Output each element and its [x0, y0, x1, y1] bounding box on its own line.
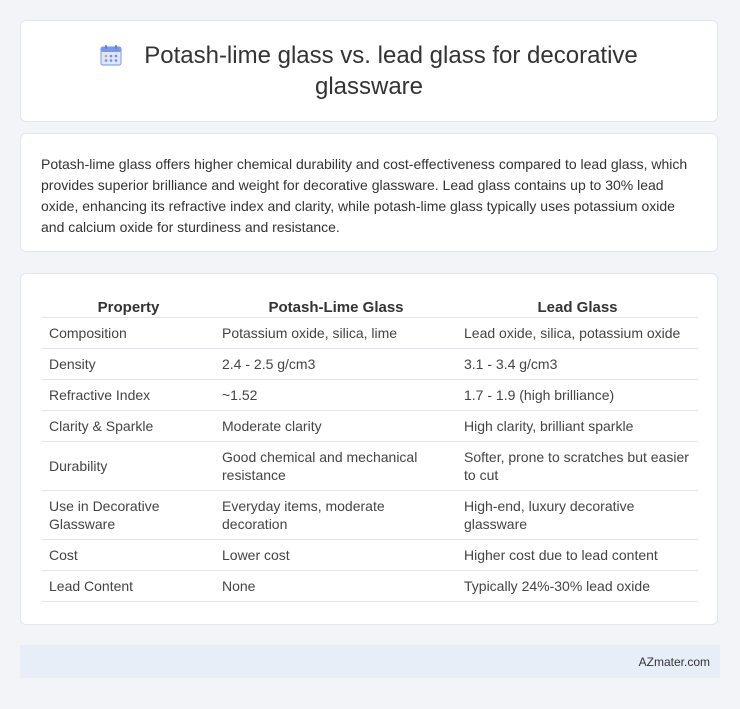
- table-header-row: [42, 296, 698, 318]
- row-potash-lime: Potassium oxide, silica, lime: [215, 318, 457, 349]
- row-lead-glass: Lead oxide, silica, potassium oxide: [457, 318, 698, 349]
- title-wrap: [69, 40, 669, 102]
- table-row: [42, 411, 698, 442]
- table-row: [42, 540, 698, 571]
- row-potash-lime: ~1.52: [215, 380, 457, 411]
- header-lead-glass: Lead Glass: [537, 298, 618, 316]
- table-row: [42, 442, 698, 491]
- row-property: Clarity & Sparkle: [42, 411, 215, 442]
- table-row: [42, 571, 698, 602]
- header-property: Property: [97, 298, 160, 316]
- table-row: [42, 491, 698, 540]
- comparison-card: [20, 273, 718, 625]
- row-property: Use in Decorative Glassware: [42, 491, 215, 540]
- row-property: Durability: [42, 442, 215, 491]
- row-potash-lime: Everyday items, moderate decoration: [215, 491, 457, 540]
- footer-brand[interactable]: AZmater.com: [638, 654, 710, 669]
- row-lead-glass: High-end, luxury decorative glassware: [457, 491, 698, 540]
- calendar-icon: [100, 44, 122, 71]
- row-lead-glass: 1.7 - 1.9 (high brilliance): [457, 380, 698, 411]
- row-potash-lime: Lower cost: [215, 540, 457, 571]
- header-potash-lime: Potash-Lime Glass: [268, 298, 404, 316]
- row-lead-glass: High clarity, brilliant sparkle: [457, 411, 698, 442]
- row-potash-lime: 2.4 - 2.5 g/cm3: [215, 349, 457, 380]
- row-potash-lime: None: [215, 571, 457, 602]
- page-title: Potash-lime glass vs. lead glass for decorative glassware: [144, 42, 638, 100]
- table-row: [42, 349, 698, 380]
- title-card: [20, 20, 718, 122]
- table-row: [42, 380, 698, 411]
- row-property: Lead Content: [42, 571, 215, 602]
- footer-bar: [20, 645, 720, 678]
- row-property: Refractive Index: [42, 380, 215, 411]
- table-row: [42, 318, 698, 349]
- row-lead-glass: Softer, prone to scratches but easier to cut: [457, 442, 698, 491]
- row-lead-glass: Typically 24%-30% lead oxide: [457, 571, 698, 602]
- row-property: Density: [42, 349, 215, 380]
- comparison-table: [42, 296, 698, 602]
- intro-card: [20, 133, 718, 252]
- row-potash-lime: Good chemical and mechanical resistance: [215, 442, 457, 491]
- row-property: Cost: [42, 540, 215, 571]
- row-property: Composition: [42, 318, 215, 349]
- row-lead-glass: 3.1 - 3.4 g/cm3: [457, 349, 698, 380]
- row-lead-glass: Higher cost due to lead content: [457, 540, 698, 571]
- row-potash-lime: Moderate clarity: [215, 411, 457, 442]
- intro-paragraph: Potash-lime glass offers higher chemical durability and cost-effectiveness compared to lead glass, which provides superior brilliance and weight for decorative glassware. Lead glass contains up to 30% lead oxide, enhancing its refractive index and clarity, while potash-lime glass typically uses potassium oxide and calcium oxide for sturdiness and resistance.: [41, 156, 688, 235]
